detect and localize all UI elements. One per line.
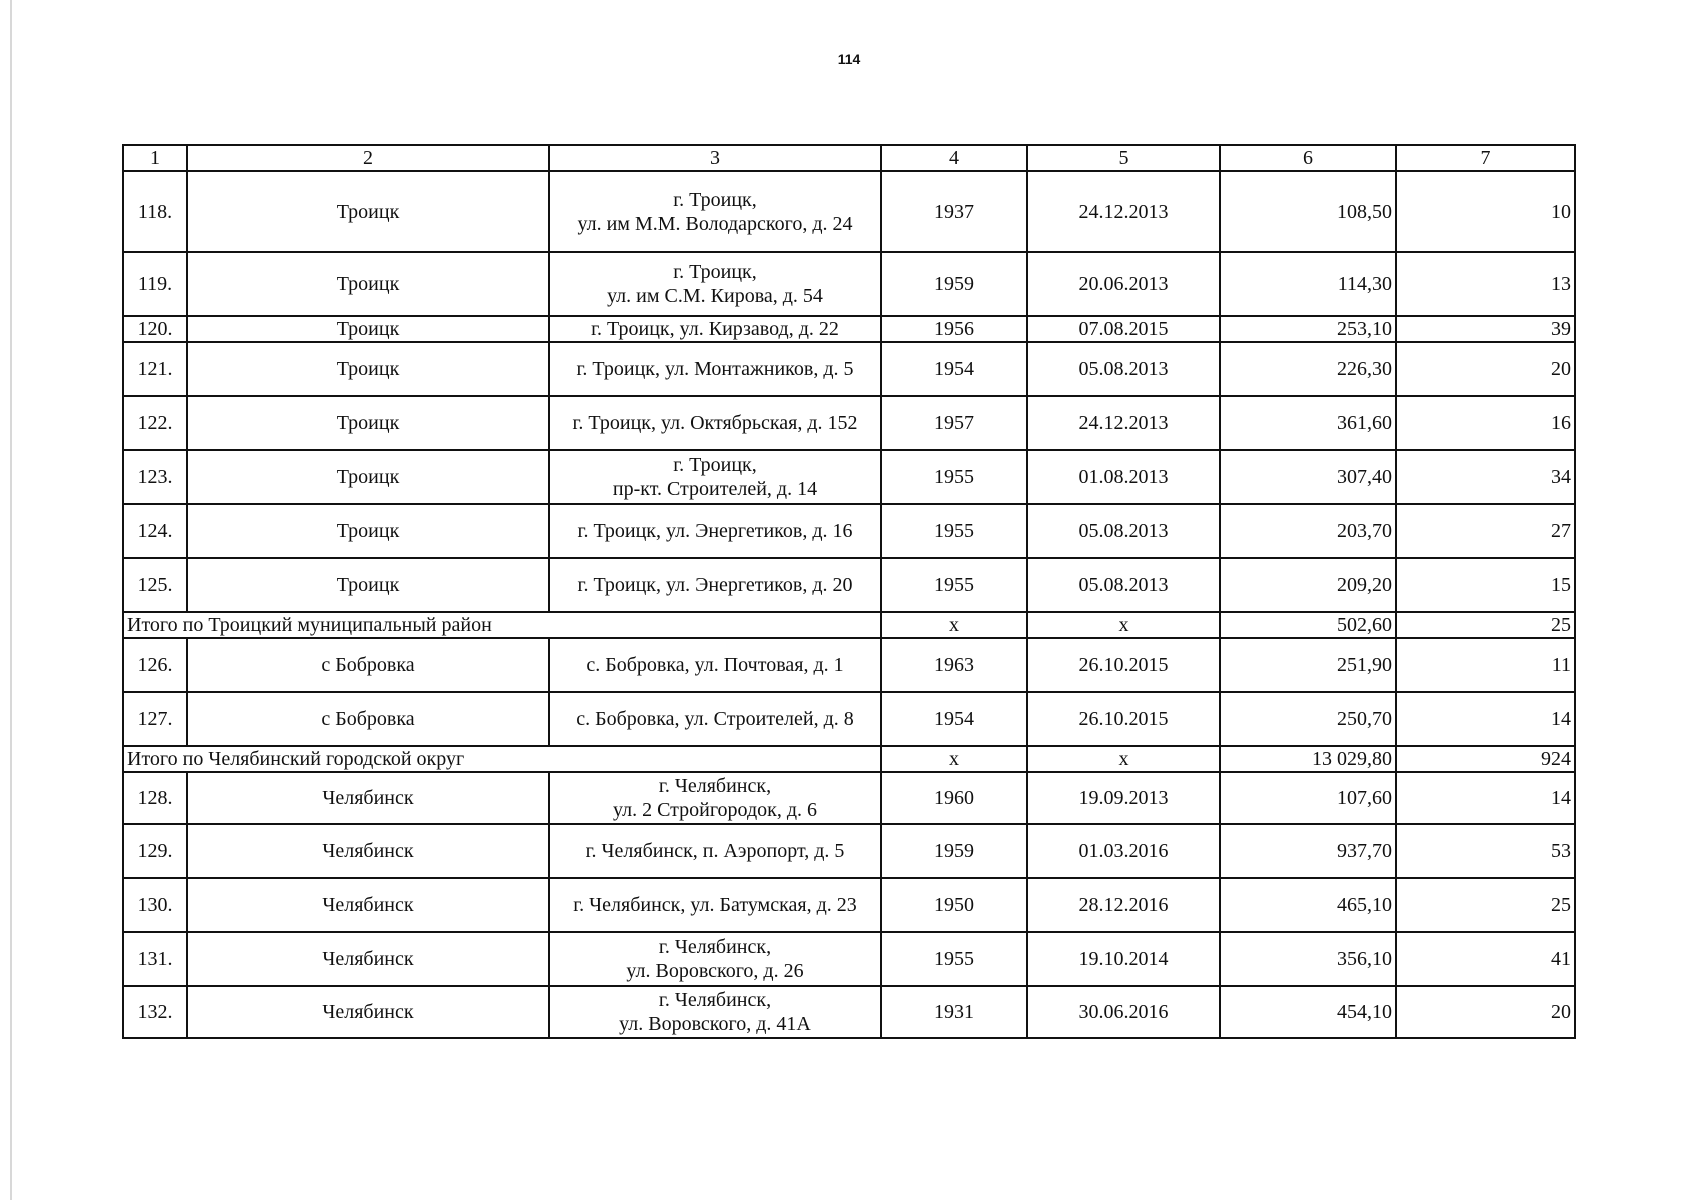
address-line: г. Челябинск, xyxy=(658,775,772,797)
page-number: 114 xyxy=(837,51,861,67)
locality-cell: Троицк xyxy=(187,252,549,316)
row-number: 118. xyxy=(123,171,187,252)
locality-cell: Челябинск xyxy=(187,878,549,932)
row-number: 129. xyxy=(123,824,187,878)
address-cell xyxy=(549,692,881,746)
locality-cell: Челябинск xyxy=(187,772,549,824)
area-cell: 454,10 xyxy=(1220,986,1396,1038)
area-cell: 465,10 xyxy=(1220,878,1396,932)
table-row xyxy=(123,772,1575,824)
count-cell: 20 xyxy=(1396,342,1575,396)
locality-cell: Троицк xyxy=(187,316,549,342)
count-cell: 41 xyxy=(1396,932,1575,986)
year-cell: 1959 xyxy=(881,252,1027,316)
column-header: 6 xyxy=(1220,145,1396,171)
address-cell xyxy=(549,824,881,878)
table-row xyxy=(123,824,1575,878)
address-line: г. Челябинск, xyxy=(658,936,772,958)
address-line: г. Троицк, ул. Энергетиков, д. 16 xyxy=(577,520,853,542)
address-line: г. Челябинск, xyxy=(658,989,772,1011)
year-cell: 1955 xyxy=(881,504,1027,558)
area-cell: 307,40 xyxy=(1220,450,1396,504)
year-cell: 1956 xyxy=(881,316,1027,342)
subtotal-date: x xyxy=(1027,612,1220,638)
locality-cell: с Бобровка xyxy=(187,692,549,746)
area-cell: 356,10 xyxy=(1220,932,1396,986)
area-cell: 361,60 xyxy=(1220,396,1396,450)
row-number: 123. xyxy=(123,450,187,504)
column-header: 2 xyxy=(187,145,549,171)
subtotal-row xyxy=(123,746,1575,772)
date-cell: 24.12.2013 xyxy=(1027,396,1220,450)
count-cell: 39 xyxy=(1396,316,1575,342)
housing-registry-table xyxy=(122,144,1576,1039)
table-row xyxy=(123,638,1575,692)
table-row xyxy=(123,252,1575,316)
date-cell: 07.08.2015 xyxy=(1027,316,1220,342)
year-cell: 1963 xyxy=(881,638,1027,692)
address-line: г. Троицк, ул. Энергетиков, д. 20 xyxy=(577,574,853,596)
count-cell: 11 xyxy=(1396,638,1575,692)
row-number: 121. xyxy=(123,342,187,396)
count-cell: 27 xyxy=(1396,504,1575,558)
date-cell: 24.12.2013 xyxy=(1027,171,1220,252)
date-cell: 01.03.2016 xyxy=(1027,824,1220,878)
subtotal-count: 25 xyxy=(1396,612,1575,638)
locality-cell: Троицк xyxy=(187,396,549,450)
address-cell xyxy=(549,932,881,986)
count-cell: 25 xyxy=(1396,878,1575,932)
column-header: 1 xyxy=(123,145,187,171)
row-number: 125. xyxy=(123,558,187,612)
column-header: 3 xyxy=(549,145,881,171)
table-row xyxy=(123,504,1575,558)
date-cell: 19.09.2013 xyxy=(1027,772,1220,824)
area-cell: 937,70 xyxy=(1220,824,1396,878)
date-cell: 30.06.2016 xyxy=(1027,986,1220,1038)
address-line: г. Троицк, ул. Кирзавод, д. 22 xyxy=(591,318,839,340)
address-line: г. Челябинск, ул. Батумская, д. 23 xyxy=(573,894,857,916)
row-number: 126. xyxy=(123,638,187,692)
count-cell: 10 xyxy=(1396,171,1575,252)
locality-cell: Челябинск xyxy=(187,824,549,878)
count-cell: 13 xyxy=(1396,252,1575,316)
subtotal-label: Итого по Троицкий муниципальный район xyxy=(123,612,881,638)
date-cell: 19.10.2014 xyxy=(1027,932,1220,986)
row-number: 128. xyxy=(123,772,187,824)
address-line: г. Троицк, xyxy=(673,188,757,211)
subtotal-row xyxy=(123,612,1575,638)
row-number: 132. xyxy=(123,986,187,1038)
year-cell: 1959 xyxy=(881,824,1027,878)
area-cell: 203,70 xyxy=(1220,504,1396,558)
table-row xyxy=(123,342,1575,396)
column-header: 5 xyxy=(1027,145,1220,171)
area-cell: 209,20 xyxy=(1220,558,1396,612)
table-row xyxy=(123,558,1575,612)
address-line: ул. им С.М. Кирова, д. 54 xyxy=(607,285,823,307)
table-row xyxy=(123,171,1575,252)
row-number: 131. xyxy=(123,932,187,986)
subtotal-area: 13 029,80 xyxy=(1220,746,1396,772)
locality-cell: Троицк xyxy=(187,504,549,558)
address-cell xyxy=(549,171,881,252)
address-line: г. Троицк, ул. Монтажников, д. 5 xyxy=(576,358,854,380)
subtotal-label: Итого по Челябинский городской округ xyxy=(123,746,881,772)
count-cell: 15 xyxy=(1396,558,1575,612)
count-cell: 14 xyxy=(1396,772,1575,824)
subtotal-count: 924 xyxy=(1396,746,1575,772)
subtotal-area: 502,60 xyxy=(1220,612,1396,638)
locality-cell: Троицк xyxy=(187,450,549,504)
count-cell: 20 xyxy=(1396,986,1575,1038)
row-number: 122. xyxy=(123,396,187,450)
address-cell xyxy=(549,396,881,450)
table-header-row xyxy=(123,145,1575,171)
area-cell: 253,10 xyxy=(1220,316,1396,342)
date-cell: 01.08.2013 xyxy=(1027,450,1220,504)
address-line: ул. Воровского, д. 41А xyxy=(619,1013,811,1035)
year-cell: 1955 xyxy=(881,450,1027,504)
year-cell: 1955 xyxy=(881,558,1027,612)
date-cell: 05.08.2013 xyxy=(1027,504,1220,558)
year-cell: 1937 xyxy=(881,171,1027,252)
table-row xyxy=(123,450,1575,504)
column-header: 7 xyxy=(1396,145,1575,171)
subtotal-year: x xyxy=(881,612,1027,638)
table-row xyxy=(123,932,1575,986)
address-line: ул. им М.М. Володарского, д. 24 xyxy=(577,212,853,235)
area-cell: 107,60 xyxy=(1220,772,1396,824)
address-line: г. Челябинск, п. Аэропорт, д. 5 xyxy=(585,840,845,862)
year-cell: 1955 xyxy=(881,932,1027,986)
row-number: 119. xyxy=(123,252,187,316)
row-number: 124. xyxy=(123,504,187,558)
address-cell xyxy=(549,878,881,932)
subtotal-date: x xyxy=(1027,746,1220,772)
address-cell xyxy=(549,772,881,824)
count-cell: 34 xyxy=(1396,450,1575,504)
area-cell: 251,90 xyxy=(1220,638,1396,692)
column-header: 4 xyxy=(881,145,1027,171)
address-line: ул. Воровского, д. 26 xyxy=(626,960,804,982)
address-cell xyxy=(549,316,881,342)
year-cell: 1960 xyxy=(881,772,1027,824)
table-row xyxy=(123,986,1575,1038)
date-cell: 26.10.2015 xyxy=(1027,638,1220,692)
locality-cell: Троицк xyxy=(187,558,549,612)
address-cell xyxy=(549,504,881,558)
year-cell: 1954 xyxy=(881,692,1027,746)
row-number: 127. xyxy=(123,692,187,746)
table-row xyxy=(123,692,1575,746)
count-cell: 16 xyxy=(1396,396,1575,450)
area-cell: 108,50 xyxy=(1220,171,1396,252)
row-number: 120. xyxy=(123,316,187,342)
address-cell xyxy=(549,342,881,396)
address-line: пр-кт. Строителей, д. 14 xyxy=(612,478,818,500)
address-cell xyxy=(549,986,881,1038)
date-cell: 05.08.2013 xyxy=(1027,342,1220,396)
locality-cell: с Бобровка xyxy=(187,638,549,692)
year-cell: 1950 xyxy=(881,878,1027,932)
area-cell: 226,30 xyxy=(1220,342,1396,396)
count-cell: 53 xyxy=(1396,824,1575,878)
year-cell: 1957 xyxy=(881,396,1027,450)
address-line: г. Троицк, xyxy=(673,454,757,476)
table-row xyxy=(123,396,1575,450)
table-row xyxy=(123,316,1575,342)
address-cell xyxy=(549,252,881,316)
locality-cell: Троицк xyxy=(187,342,549,396)
row-number: 130. xyxy=(123,878,187,932)
count-cell: 14 xyxy=(1396,692,1575,746)
page-edge-shadow xyxy=(10,0,12,1200)
address-cell xyxy=(549,558,881,612)
area-cell: 114,30 xyxy=(1220,252,1396,316)
area-cell: 250,70 xyxy=(1220,692,1396,746)
year-cell: 1931 xyxy=(881,986,1027,1038)
locality-cell: Троицк xyxy=(187,171,549,252)
address-line: г. Троицк, xyxy=(673,261,757,283)
address-line: с. Бобровка, ул. Строителей, д. 8 xyxy=(576,708,854,730)
date-cell: 20.06.2013 xyxy=(1027,252,1220,316)
address-cell xyxy=(549,450,881,504)
table-row xyxy=(123,878,1575,932)
date-cell: 26.10.2015 xyxy=(1027,692,1220,746)
date-cell: 05.08.2013 xyxy=(1027,558,1220,612)
date-cell: 28.12.2016 xyxy=(1027,878,1220,932)
address-line: г. Троицк, ул. Октябрьская, д. 152 xyxy=(572,412,858,434)
locality-cell: Челябинск xyxy=(187,986,549,1038)
year-cell: 1954 xyxy=(881,342,1027,396)
address-line: ул. 2 Стройгородок, д. 6 xyxy=(612,799,818,821)
address-cell xyxy=(549,638,881,692)
address-line: с. Бобровка, ул. Почтовая, д. 1 xyxy=(586,654,844,676)
subtotal-year: x xyxy=(881,746,1027,772)
locality-cell: Челябинск xyxy=(187,932,549,986)
